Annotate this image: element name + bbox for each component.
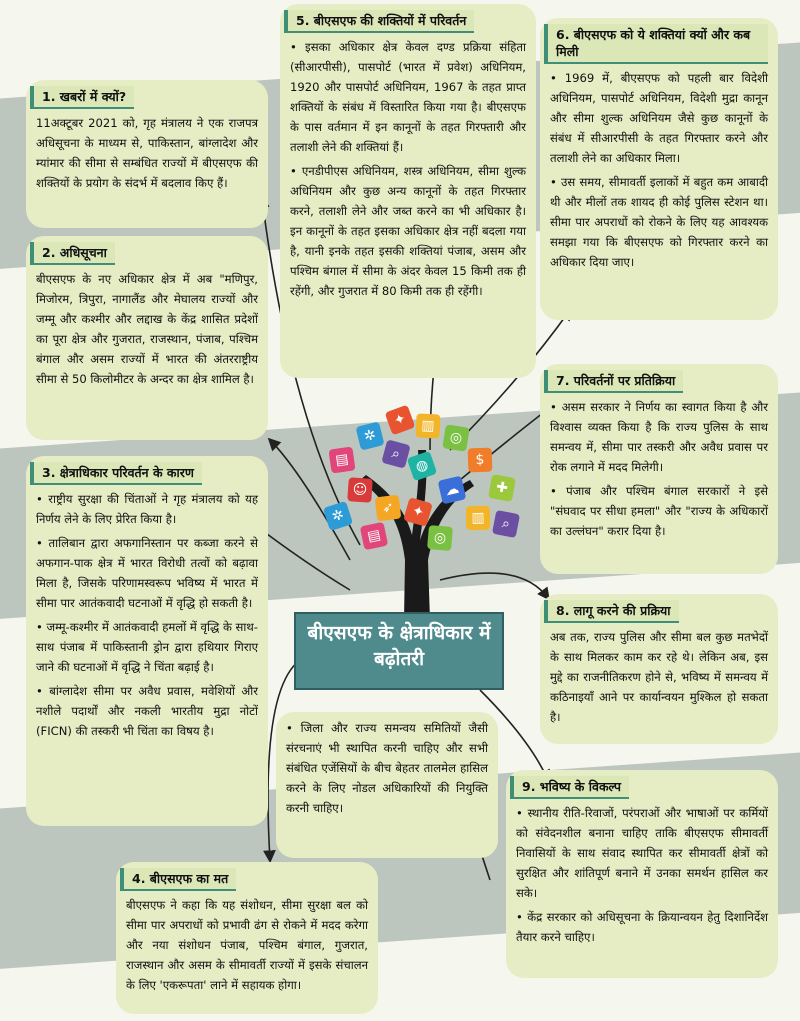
section-paragraph: • इसका अधिकार क्षेत्र केवल दण्ड प्रक्रिया संहिता (सीआरपीसी), पासपोर्ट (भारत में प्रवेश) अधिनियम, 1920 और पासपोर्ट अधिनियम, 1967 के तहत प्राप्त शक्तियों के संबंध में विस्तारित किया गया है। बीएसएफ के पास वर्तमान में इन कानूनों के तहत गिरफ्तारी और तलाशी लेने की शक्तियां हैं। [290,40,526,154]
section-body [36,113,258,193]
section-paragraph: • जम्मू-कश्मीर में आतंकवादी हमलों में वृद्धि के साथ-साथ पंजाब में पाकिस्तानी ड्रोन द्वारा हथियार गिराए जाने की घटनाओं में वृद्धि ने चिंता बढ़ाई है। [36,620,258,674]
section-paragraph: • राष्ट्रीय सुरक्षा की चिंताओं ने गृह मंत्रालय को यह निर्णय लेने के लिए प्रेरित किया है। [36,492,258,526]
section-body [550,397,768,541]
section-heading: 4. बीएसएफ का मत [120,868,236,891]
section-paragraph: अब तक, राज्य पुलिस और सीमा बल कुछ मतभेदों के साथ मिलकर काम कर रहे थे। लेकिन अब, इस मुद्दे का राजनीतिकरण होने से, भविष्य में समन्वय में कठिनाइयाँ आने पर कार्यान्वयन मुश्किल हो सकता है। [550,630,768,724]
section-body [126,895,368,995]
section-heading: 3. क्षेत्राधिकार परिवर्तन के कारण [30,462,202,485]
target-icon: ◎ [427,525,453,551]
section-paragraph: 11अक्टूबर 2021 को, गृह मंत्रालय ने एक राजपत्र अधिसूचना के माध्यम से, पाकिस्तान, बांग्लादेश और म्यांमार की सीमा से सम्बंधित राज्यों में बीएसएफ की शक्तियों के प्रयोग के संदर्भ में बदलाव किए हैं। [36,116,258,190]
gear-icon: ✲ [323,501,353,531]
target-icon: ◎ [442,424,469,451]
lightbulb-icon: ✦ [403,497,433,527]
section-why-when [540,18,778,320]
section-body [550,627,768,727]
section-paragraph: • असम सरकार ने निर्णय का स्वागत किया है और विश्वास व्यक्त किया है कि राज्य पुलिस के साथ समन्वय में, सीमा पार तस्करी और अवैध प्रवास पर रोक लगाने में मदद मिलेगी। [550,400,768,474]
section-future-options [506,770,778,978]
section-body [516,803,768,947]
section-body [550,68,768,272]
document-icon: ▤ [360,522,388,550]
magnifier-icon: ⌕ [492,510,520,538]
section-paragraph: • पंजाब और पश्चिम बंगाल सरकारों ने इसे "संघवाद पर सीधा हमला" और "राज्य के अधिकारों का उल्लंघन" करार दिया है। [550,484,768,538]
section-heading: 7. परिवर्तनों पर प्रतिक्रिया [544,370,683,393]
section-reaction [540,364,778,574]
section-paragraph: • तालिबान द्वारा अफगानिस्तान पर कब्जा करने से अफगान-पाक क्षेत्र में भारत विरोधी तत्वों को बढ़ावा मिला है, जिसके परिणामस्वरूप भविष्य में भारत में सीमा पार आतंकवादी घटनाओं में वृद्धि हो सकती है। [36,536,258,610]
document-icon: ▤ [328,446,355,473]
section-paragraph: • जिला और राज्य समन्वय समितियों जैसी संरचनाएं भी स्थापित करनी चाहिए और सभी संबंधित एजेंसियों के बीच बेहतर तालमेल हासिल करने के लिए नोडल अधिकारियों की नियुक्ति करनी चाहिए। [286,721,488,815]
section-implementation [540,594,778,744]
section-heading: 8. लागू करने की प्रक्रिया [544,600,679,623]
section-reasons [26,456,268,826]
section-body [286,718,488,818]
section-news [26,80,268,228]
section-paragraph: • बांग्लादेश सीमा पर अवैध प्रवास, मवेशियों और नशीले पदार्थों और नकली भारतीय मुद्रा नोटों (FICN) की तस्करी भी चिंता का विषय है। [36,684,258,738]
globe-icon: ◍ [407,451,438,482]
cloud-icon: ☁ [438,476,467,505]
puzzle-icon: ✚ [488,474,516,502]
dollar-icon: $ [468,448,493,473]
section-paragraph: बीएसएफ के नए अधिकार क्षेत्र में अब "मणिपुर, मिजोरम, त्रिपुरा, नागालैंड और मेघालय राज्यों और जम्मू और कश्मीर और लद्दाख के केंद्र शासित प्रदेशों का पूरा क्षेत्र और गुजरात, राजस्थान, पंजाब, पश्चिम बंगाल और असम राज्यों में भारत की अंतरराष्ट्रीय सीमा से 50 किलोमीटर के अन्दर का क्षेत्र शामिल है। [36,272,258,386]
people-icon: ☺ [347,477,373,503]
section-paragraph: • एनडीपीएस अधिनियम, शस्त्र अधिनियम, सीमा शुल्क अधिनियम और कुछ अन्य कानूनों के तहत गिरफ्तार करने, तलाशी लेने और जब्त करने का भी अधिकार है। इन कानूनों के तहत इसका अधिकार क्षेत्र नहीं बदला गया है, यानी इनके तहत इसकी शक्तियां पंजाब, असम और पश्चिम बंगाल में सीमा के अंदर केवल 15 किमी तक ही रहेंगी, और गुजरात में 80 किमी तक ही रहेंगी। [290,164,526,298]
page-title-text: बीएसएफ के क्षेत्राधिकार में बढ़ोतरी [307,622,491,670]
section-heading: 1. खबरों में क्यों? [30,86,134,109]
section-body [36,269,258,389]
magnifier-icon: ⌕ [381,439,410,468]
section-heading: 9. भविष्य के विकल्प [510,776,629,799]
lightbulb-icon: ✦ [385,405,416,436]
section-power-changes [280,4,536,378]
section-paragraph: • 1969 में, बीएसएफ को पहली बार विदेशी अधिनियम, पासपोर्ट अधिनियम, विदेशी मुद्रा कानून और सीमा शुल्क अधिनियम जैसे कुछ कानूनों के संबंध में सीआरपीसी के तहत गिरफ्तार करने और तलाशी लेने का अधिकार मिला। [550,71,768,165]
section-paragraph: बीएसएफ ने कहा कि यह संशोधन, सीमा सुरक्षा बल को सीमा पार अपराधों को प्रभावी ढंग से रोकने में मदद करेगा और नया संशोधन पंजाब, पश्चिम बंगाल, गुजरात, राजस्थान और असम के सीमावर्ती राज्यों में इसके संचालन के लिए 'एकरूपता' लाने में सहायक होगा। [126,898,368,992]
section-heading: 5. बीएसएफ की शक्तियों में परिवर्तन [284,10,474,33]
rocket-icon: ➶ [375,495,402,522]
gear-icon: ✲ [355,421,384,450]
section-body [290,37,526,301]
tree-canopy [318,408,528,558]
chart-icon: ▥ [466,506,490,530]
section-body [36,489,258,741]
section-heading: 2. अधिसूचना [30,242,115,265]
section-coordination [276,712,498,858]
chart-icon: ▥ [415,413,440,438]
section-paragraph: • केंद्र सरकार को अधिसूचना के क्रियान्वयन हेतु दिशानिर्देश तैयार करने चाहिए। [516,910,768,944]
section-paragraph: • उस समय, सीमावर्ती इलाकों में बहुत कम आबादी थी और मीलों तक शायद ही कोई पुलिस स्टेशन था। सीमा पार अपराधों को रोकने के लिए यह आवश्यक समझा गया कि बीएसएफ को गिरफ्तार करने का अधिकार दिया जाए। [550,175,768,269]
section-notification [26,236,268,440]
page-title [294,612,504,690]
section-bsf-opinion [116,862,378,1014]
section-paragraph: • स्थानीय रीति-रिवाजों, परंपराओं और भाषाओं पर कर्मियों को संवेदनशील बनाना चाहिए ताकि बीएसएफ सीमावर्ती निवासियों के साथ संवाद स्थापित कर सीमावर्ती क्षेत्रों को सुरक्षित और शांतिपूर्ण बनाने में उनका समर्थन हासिल कर सके। [516,806,768,900]
section-heading: 6. बीएसएफ को ये शक्तियां क्यों और कब मिली [544,24,768,64]
